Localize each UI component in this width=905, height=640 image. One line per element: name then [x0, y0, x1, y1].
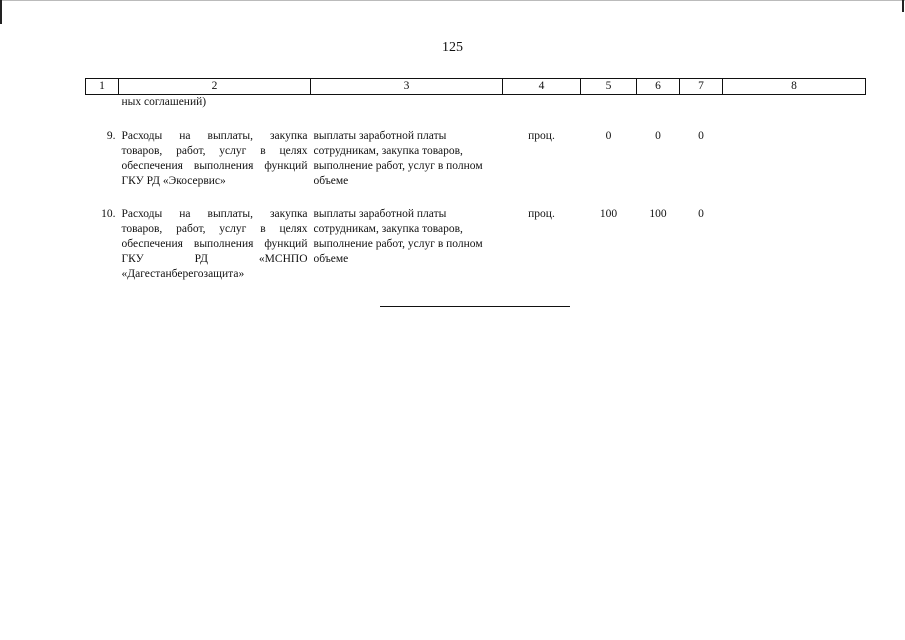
column-header-5: 5	[581, 79, 637, 95]
row-value-8	[723, 129, 866, 207]
table-row	[86, 207, 866, 282]
row-value-6: 0	[655, 130, 661, 142]
table-header-row	[86, 79, 866, 95]
column-header-6: 6	[637, 79, 680, 95]
scan-artifact-line	[0, 0, 905, 1]
row-number: 9.	[106, 130, 116, 142]
row-name: Расходы на выплаты, закупка товаров, работ, услуг в целях обеспечения выполнения функций ГКУ РД «МСНПО «Дагестанберегозащита»	[121, 208, 308, 280]
column-header-1: 1	[86, 79, 119, 95]
row-value-6: 100	[649, 208, 667, 220]
column-header-7: 7	[680, 79, 723, 95]
section-end-line	[380, 306, 570, 307]
column-header-8: 8	[723, 79, 866, 95]
row-value-7: 0	[698, 130, 704, 142]
scan-artifact-line	[0, 0, 2, 24]
row-value-5: 100	[599, 208, 618, 220]
row-value-7: 0	[698, 208, 704, 220]
row-indicator: выплаты заработной платы сотрудникам, закупка товаров, выполнение работ, услуг в полном объеме	[313, 208, 483, 265]
row-unit: проц.	[528, 208, 555, 220]
page-number: 125	[442, 40, 463, 55]
column-header-2: 2	[119, 79, 311, 95]
row-name: Расходы на выплаты, закупка товаров, работ, услуг в целях обеспечения выполнения функций ГКУ РД «Экосервис»	[121, 130, 308, 187]
continuation-row	[86, 95, 866, 130]
indicator-table	[85, 78, 866, 282]
row-number: 10.	[101, 208, 116, 220]
row-indicator: выплаты заработной платы сотрудникам, закупка товаров, выполнение работ, услуг в полном объеме	[313, 130, 483, 187]
row-unit: проц.	[528, 130, 555, 142]
column-header-3: 3	[311, 79, 503, 95]
continuation-text: ных соглашений)	[121, 96, 207, 108]
table-row	[86, 129, 866, 207]
scan-artifact-line	[902, 0, 904, 12]
column-header-4: 4	[503, 79, 581, 95]
row-value-5: 0	[605, 130, 612, 142]
row-value-8	[723, 207, 866, 282]
